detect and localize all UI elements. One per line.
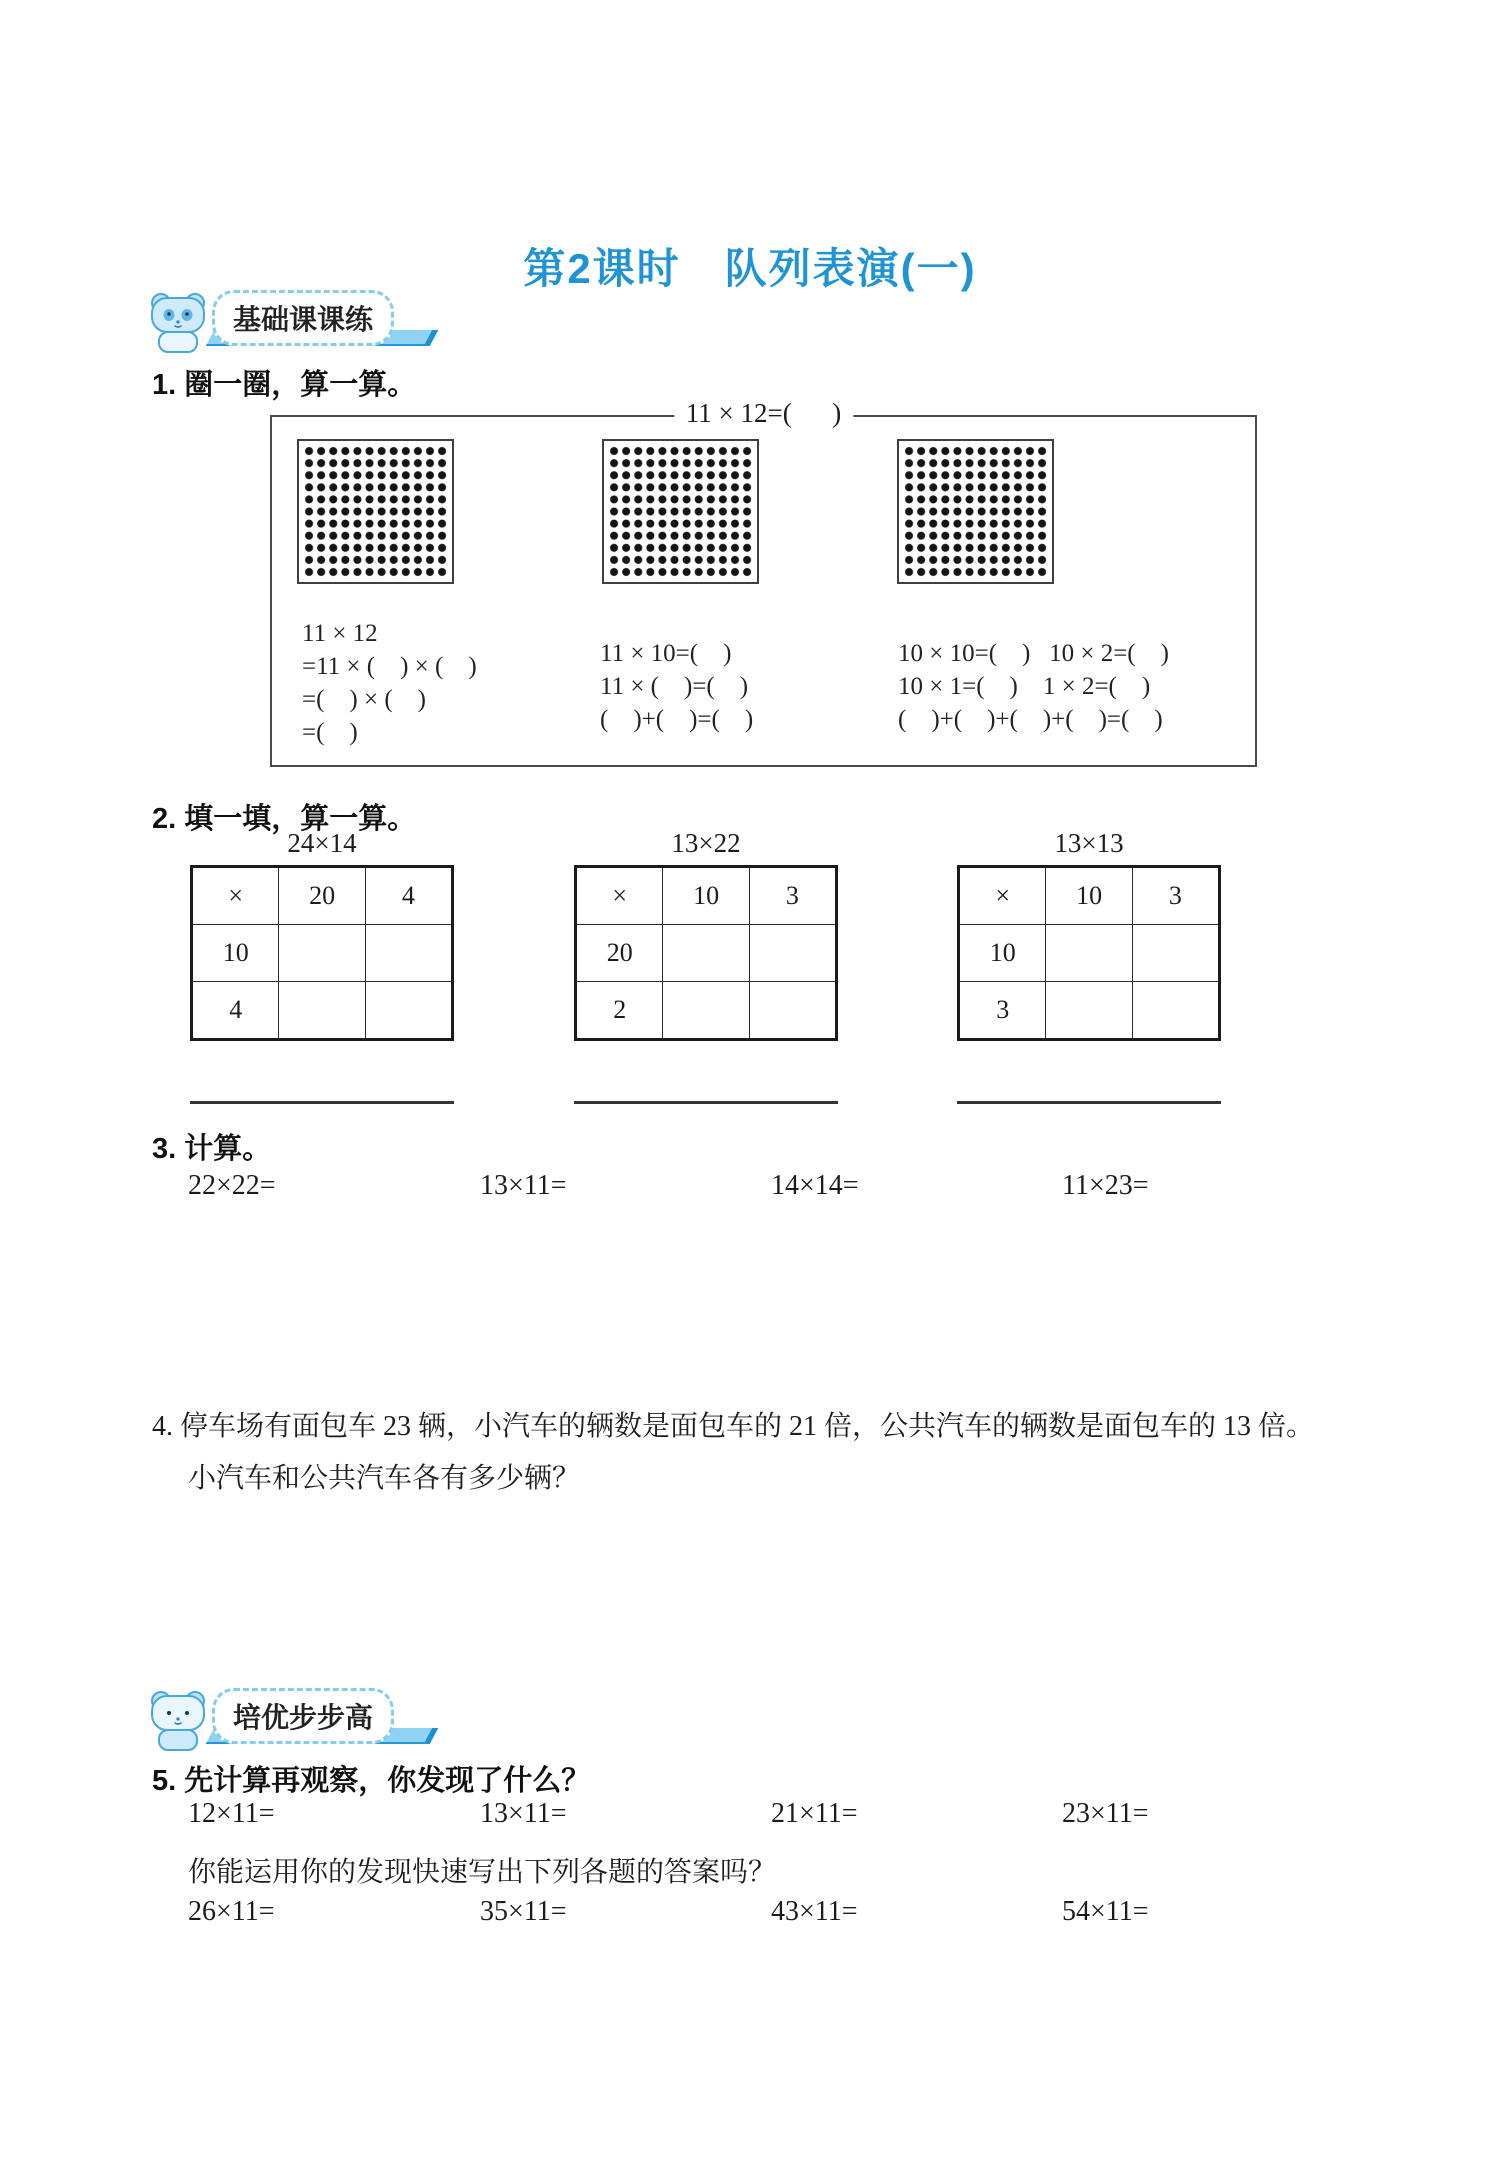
answer-cell: [365, 982, 452, 1040]
question-4-text-line1: 4. 停车场有面包车 23 辆，小汽车的辆数是面包车的 21 倍，公共汽车的辆数是面包车的 13 倍。: [152, 1411, 1315, 1442]
section-badge-advanced: [148, 1688, 478, 1758]
question-4-text-line2: 小汽车和公共汽车各有多少辆？: [188, 1463, 581, 1494]
factor-cell: 3: [749, 867, 836, 925]
mult-table-column: [574, 828, 838, 1104]
equation-item: 22×22=: [188, 1170, 276, 1201]
answer-cell: [279, 925, 365, 982]
formula-column-2: [600, 637, 753, 736]
mult-table-column: [957, 828, 1221, 1104]
equation-item: 14×14=: [771, 1170, 859, 1201]
section-badge-basic: [148, 290, 478, 360]
formula-line: 10 × 10=( ) 10 × 2=( ): [898, 640, 1169, 667]
badge-label: 培优步步高: [212, 1688, 394, 1744]
answer-cell: [1132, 982, 1219, 1040]
question-5-label: 5. 先计算再观察，你发现了什么？: [152, 1765, 591, 1797]
formula-line: 11 × 12: [302, 620, 378, 647]
dot-grid: [897, 439, 1054, 584]
table-title: 13×13: [1054, 828, 1124, 858]
formula-column-1: [302, 617, 477, 749]
page-title: 第2课时 队列表演(一): [523, 245, 977, 292]
formula-line: 11 × 10=( ): [600, 640, 732, 667]
question-3-problems: [0, 1170, 1500, 1210]
dot-grid-panel: [270, 398, 1257, 767]
panel-title: 11 × 12=( ): [674, 398, 853, 429]
formula-line: ( )+( )=( ): [600, 706, 754, 733]
mult-table: [574, 865, 838, 1041]
factor-cell: 20: [576, 925, 663, 982]
answer-cell: [1046, 925, 1132, 982]
question-1-label: 1. 圈一圈，算一算。: [152, 369, 417, 401]
factor-cell: 20: [279, 867, 365, 925]
bear-icon: [148, 1690, 208, 1752]
answer-cell: [365, 925, 452, 982]
factor-cell: 4: [192, 982, 279, 1040]
equation-item: 43×11=: [771, 1896, 858, 1927]
factor-cell: 10: [192, 925, 279, 982]
answer-cell: [749, 925, 836, 982]
factor-cell: 2: [576, 982, 663, 1040]
equation-item: 12×11=: [188, 1798, 275, 1829]
answer-cell: [663, 982, 749, 1040]
mult-table: [957, 865, 1221, 1041]
equation-item: 21×11=: [771, 1798, 858, 1829]
answer-line: [190, 1101, 454, 1104]
equation-item: 11×23=: [1062, 1170, 1149, 1201]
formula-line: 11 × ( )=( ): [600, 673, 749, 700]
times-sign-cell: ×: [576, 867, 663, 925]
answer-line: [574, 1101, 838, 1104]
factor-cell: 4: [365, 867, 452, 925]
question-5-subtext: 你能运用你的发现快速写出下列各题的答案吗？: [188, 1857, 777, 1888]
question-3-label: 3. 计算。: [152, 1133, 272, 1165]
factor-cell: 10: [663, 867, 749, 925]
mult-table: [190, 865, 454, 1041]
bear-icon: [148, 292, 208, 354]
answer-cell: [663, 925, 749, 982]
times-sign-cell: ×: [959, 867, 1046, 925]
formula-line: 10 × 1=( ) 1 × 2=( ): [898, 673, 1151, 700]
equation-item: 54×11=: [1062, 1896, 1149, 1927]
equation-item: 13×11=: [480, 1798, 567, 1829]
equation-item: 13×11=: [480, 1170, 567, 1201]
formula-line: ( )+( )+( )+( )=( ): [898, 706, 1163, 733]
question-2-label: 2. 填一填，算一算。: [152, 803, 417, 835]
formula-line: =( ): [302, 719, 358, 746]
equation-item: 23×11=: [1062, 1798, 1149, 1829]
equation-item: 26×11=: [188, 1896, 275, 1927]
factor-cell: 10: [1046, 867, 1132, 925]
question-5-problems-row1: [0, 1798, 1500, 1838]
table-title: 13×22: [671, 828, 741, 858]
badge-label: 基础课课练: [212, 290, 394, 346]
formula-line: =11 × ( ) × ( ): [302, 653, 477, 680]
answer-cell: [1132, 925, 1219, 982]
dot-grid: [602, 439, 759, 584]
answer-cell: [279, 982, 365, 1040]
times-sign-cell: ×: [192, 867, 279, 925]
formula-column-3: [898, 637, 1169, 736]
answer-cell: [749, 982, 836, 1040]
factor-cell: 10: [959, 925, 1046, 982]
factor-cell: 3: [1132, 867, 1219, 925]
equation-item: 35×11=: [480, 1896, 567, 1927]
mult-table-column: [190, 828, 454, 1104]
answer-cell: [1046, 982, 1132, 1040]
table-title: 24×14: [287, 828, 357, 858]
dot-grid: [297, 439, 454, 584]
answer-line: [957, 1101, 1221, 1104]
formula-line: =( ) × ( ): [302, 686, 426, 713]
factor-cell: 3: [959, 982, 1046, 1040]
question-5-problems-row2: [0, 1896, 1500, 1936]
